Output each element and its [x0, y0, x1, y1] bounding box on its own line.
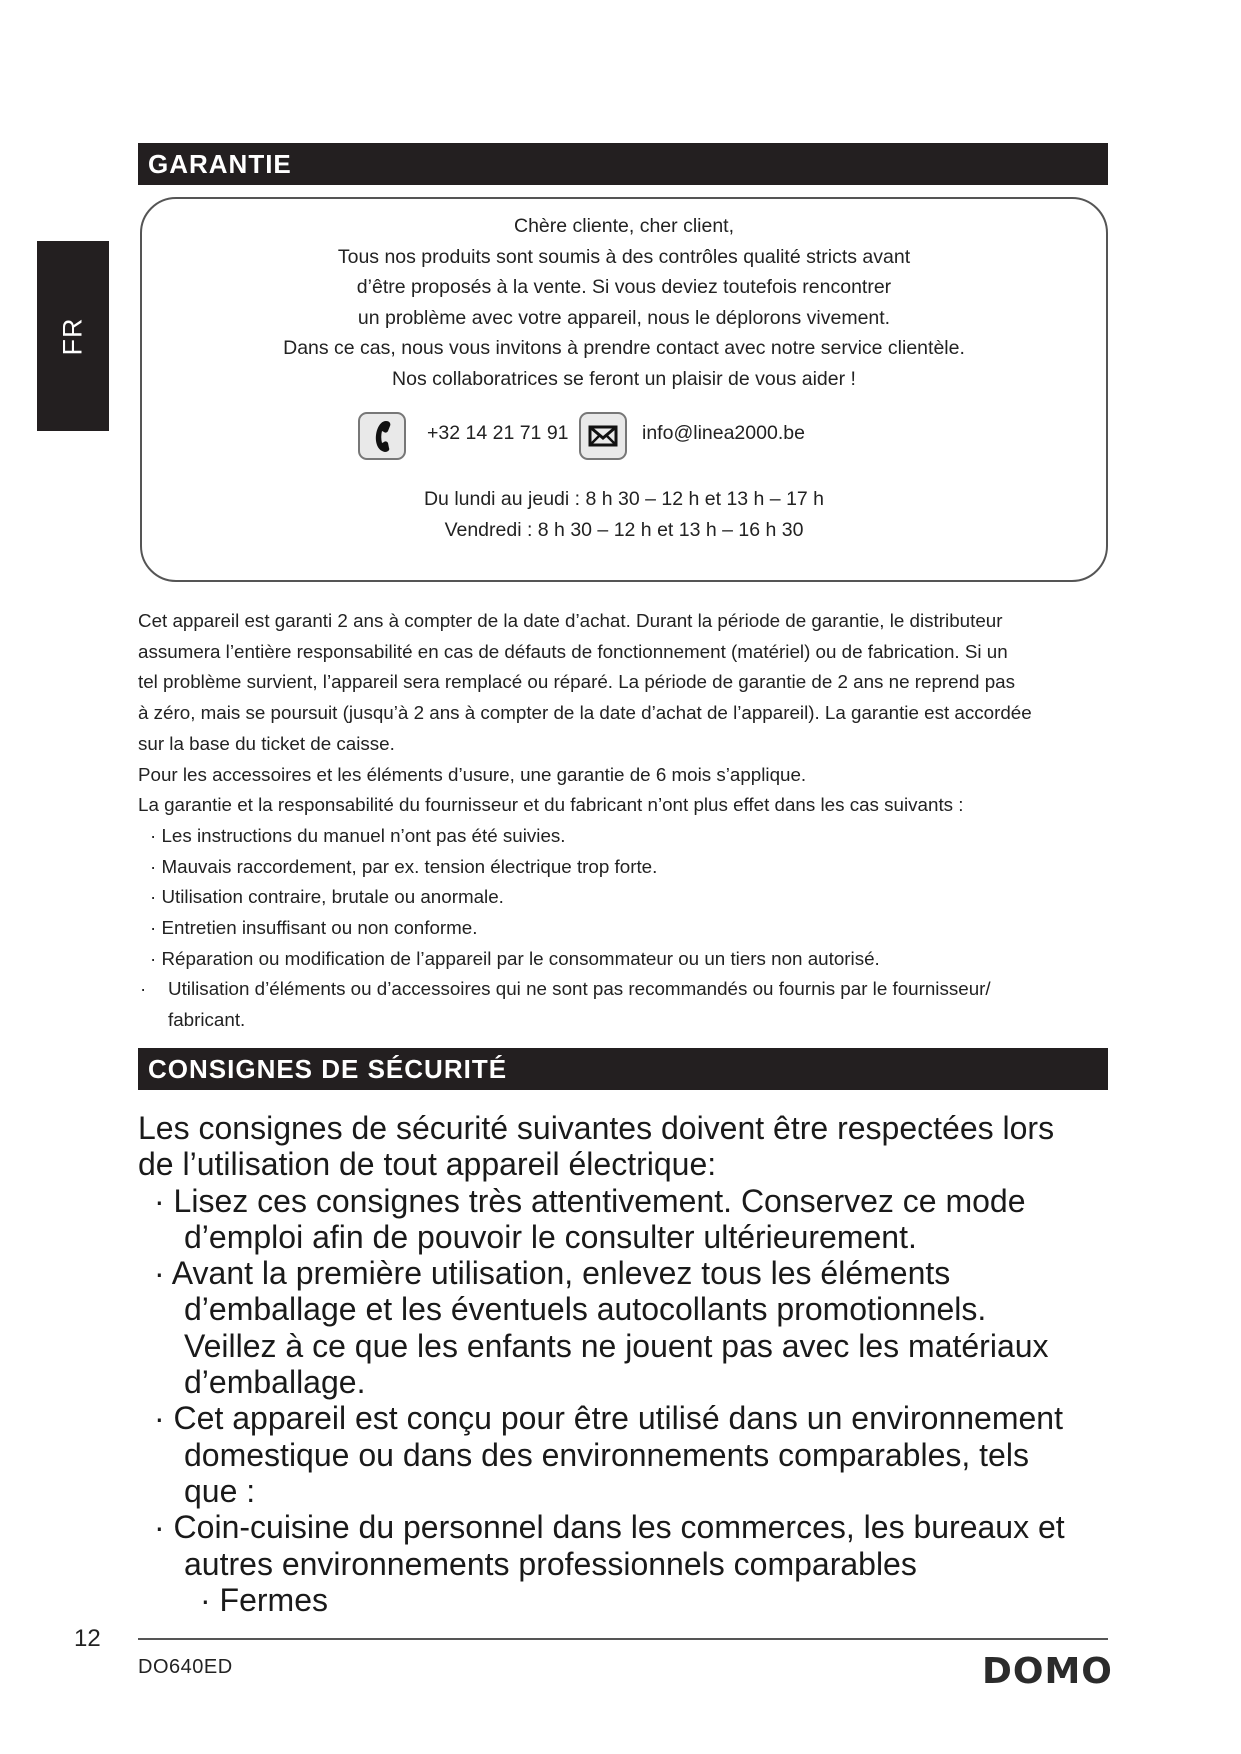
safety-item [138, 1183, 1128, 1256]
contact-row [142, 411, 1106, 465]
contact-box [140, 197, 1108, 582]
safety-item-line: d’emballage. [184, 1364, 366, 1401]
warranty-exclusion-item: · Mauvais raccordement, par ex. tension électrique trop forte. [150, 855, 658, 877]
safety-intro-line: Les consignes de sécurité suivantes doivent être respectées lors [138, 1110, 1055, 1146]
section-heading-consignes: CONSIGNES DE SÉCURITÉ [138, 1048, 1108, 1090]
warranty-line: Pour les accessoires et les éléments d’usure, une garantie de 6 mois s’applique. [138, 763, 807, 785]
bullet: · [140, 978, 147, 1000]
brand-logo: DOMO [982, 1651, 1113, 1692]
safety-item [138, 1400, 1128, 1509]
greeting-line: Chère cliente, cher client, [513, 215, 735, 237]
warranty-line: La garantie et la responsabilité du fournisseur et du fabricant n’ont plus effet dans les cas suivants : [138, 794, 964, 816]
warranty-line: à zéro, mais se poursuit (jusqu’à 2 ans à compter de la date d’achat de l’appareil). La garantie est accordée [138, 702, 1032, 724]
warranty-exclusion-item: · Utilisation contraire, brutale ou anormale. [150, 886, 504, 908]
safety-item-line: d’emploi afin de pouvoir le consulter ultérieurement. [184, 1218, 917, 1255]
safety-instructions [138, 1110, 1128, 1618]
safety-intro-line: de l’utilisation de tout appareil électrique: [138, 1146, 717, 1183]
warranty-exclusion-line: Utilisation d’éléments ou d’accessoires qui ne sont pas recommandés ou fournis par le fournisseur/ [168, 978, 991, 1000]
warranty-line: tel problème survient, l’appareil sera remplacé ou réparé. La période de garantie de 2 ans ne reprend pas [138, 671, 1015, 693]
phone-number: +32 14 21 71 91 [427, 422, 569, 444]
safety-item-line: · Lisez ces consignes très attentivement. Conservez ce mode [154, 1182, 1026, 1219]
section-heading-garantie: GARANTIE [138, 143, 1108, 185]
safety-item [138, 1255, 1128, 1400]
warranty-text [138, 606, 1113, 1036]
envelope-icon [579, 412, 627, 460]
greeting-line: un problème avec votre appareil, nous le déplorons vivement. [357, 306, 891, 329]
safety-item-line: que : [184, 1472, 256, 1509]
safety-sub-item: · Fermes [200, 1581, 328, 1618]
greeting-text [142, 211, 1106, 395]
warranty-exclusion-item: · Entretien insuffisant ou non conforme. [150, 917, 478, 939]
safety-item-line: · Avant la première utilisation, enlevez tous les éléments [154, 1255, 951, 1292]
email-address: info@linea2000.be [642, 422, 805, 444]
language-label: FR [57, 317, 88, 355]
safety-item-line: domestique ou dans des environnements comparables, tels [184, 1436, 1029, 1473]
safety-item [138, 1509, 1128, 1582]
footer-divider [138, 1638, 1108, 1640]
warranty-exclusion-item [138, 974, 1113, 1035]
warranty-exclusion-line: fabricant. [168, 1009, 246, 1031]
warranty-exclusion-item: · Réparation ou modification de l’appareil par le consommateur ou un tiers non autorisé. [150, 947, 880, 969]
safety-item-line: · Coin-cuisine du personnel dans les commerces, les bureaux et [154, 1509, 1065, 1546]
language-tab [37, 241, 109, 431]
model-number: DO640ED [138, 1656, 233, 1678]
warranty-line: Cet appareil est garanti 2 ans à compter de la date d’achat. Durant la période de garantie, le distributeur [138, 610, 1003, 631]
warranty-line: sur la base du ticket de caisse. [138, 732, 395, 754]
greeting-line: d’être proposés à la vente. Si vous deviez toutefois rencontrer [356, 276, 892, 299]
opening-hours [142, 484, 1106, 546]
safety-item-line: Veillez à ce que les enfants ne jouent pas avec les matériaux [184, 1327, 1049, 1364]
safety-item-line: autres environnements professionnels comparables [184, 1545, 917, 1582]
hours-line: Du lundi au jeudi : 8 h 30 – 12 h et 13 h – 17 h [423, 488, 825, 510]
warranty-line: assumera l’entière responsabilité en cas de défauts de fonctionnement (matériel) ou de fabrication. Si un [138, 640, 1008, 662]
warranty-exclusion-item: · Les instructions du manuel n’ont pas été suivies. [150, 824, 566, 846]
greeting-line: Nos collaboratrices se feront un plaisir de vous aider ! [392, 367, 856, 390]
greeting-line: Tous nos produits sont soumis à des contrôles qualité stricts avant [337, 245, 911, 268]
page-number: 12 [74, 1625, 101, 1652]
safety-item-line: d’emballage et les éventuels autocollants promotionnels. [184, 1291, 987, 1328]
greeting-line: Dans ce cas, nous vous invitons à prendre contact avec notre service clientèle. [283, 337, 965, 360]
safety-item-line: · Cet appareil est conçu pour être utilisé dans un environnement [154, 1400, 1063, 1437]
hours-line: Vendredi : 8 h 30 – 12 h et 13 h – 16 h 30 [444, 519, 804, 541]
phone-icon [358, 412, 406, 460]
